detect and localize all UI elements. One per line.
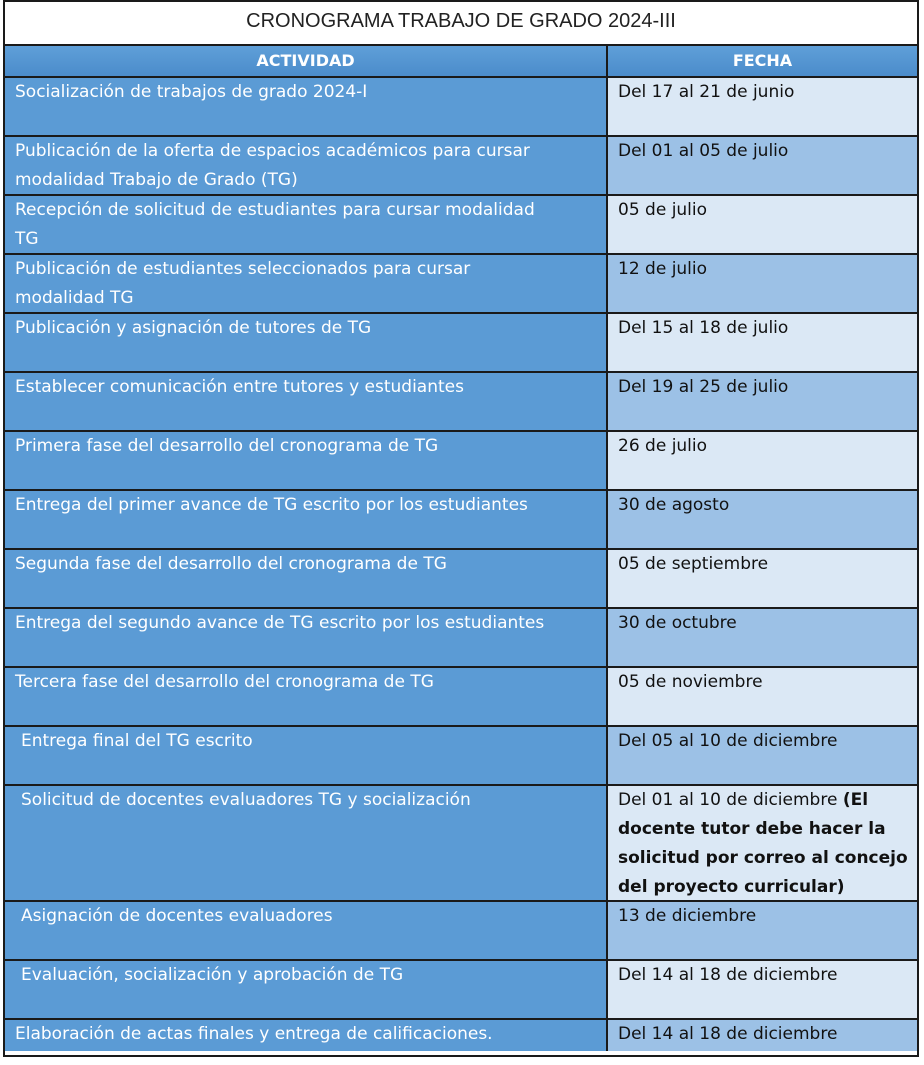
date-cell: 12 de julio <box>608 255 917 312</box>
date-column-header: FECHA <box>608 46 917 76</box>
activity-cell: Publicación de estudiantes seleccionados para cursar modalidad TG <box>5 255 608 312</box>
table-title: CRONOGRAMA TRABAJO DE GRADO 2024-III <box>5 2 917 46</box>
activity-cell: Entrega del primer avance de TG escrito por los estudiantes <box>5 491 608 548</box>
table-row <box>5 373 917 432</box>
activity-cell: Recepción de solicitud de estudiantes para cursar modalidad TG <box>5 196 608 253</box>
table-row <box>5 902 917 961</box>
table-row <box>5 432 917 491</box>
date-cell: Del 14 al 18 de diciembre <box>608 1020 917 1051</box>
date-cell: 26 de julio <box>608 432 917 489</box>
activity-cell: Elaboración de actas finales y entrega de calificaciones. <box>5 1020 608 1051</box>
table-row <box>5 255 917 314</box>
table-row <box>5 196 917 255</box>
activity-cell: Publicación y asignación de tutores de TG <box>5 314 608 371</box>
activity-cell: Publicación de la oferta de espacios académicos para cursar modalidad Trabajo de Grado (TG) <box>5 137 608 194</box>
date-cell: Del 14 al 18 de diciembre <box>608 961 917 1018</box>
activity-column-header: ACTIVIDAD <box>5 46 608 76</box>
activity-cell: Primera fase del desarrollo del cronograma de TG <box>5 432 608 489</box>
table-row <box>5 786 917 902</box>
date-cell: Del 17 al 21 de junio <box>608 78 917 135</box>
activity-cell: Solicitud de docentes evaluadores TG y socialización <box>5 786 608 900</box>
date-note: (El docente tutor debe hacer la solicitud por correo al concejo del proyecto curricular) <box>618 790 908 897</box>
date-cell: 05 de septiembre <box>608 550 917 607</box>
activity-cell: Tercera fase del desarrollo del cronograma de TG <box>5 668 608 725</box>
date-text: Del 01 al 10 de diciembre <box>618 790 838 810</box>
table-row <box>5 137 917 196</box>
date-cell: Del 05 al 10 de diciembre <box>608 727 917 784</box>
date-cell: 05 de noviembre <box>608 668 917 725</box>
date-cell: Del 15 al 18 de julio <box>608 314 917 371</box>
table-row <box>5 609 917 668</box>
date-cell: 13 de diciembre <box>608 902 917 959</box>
activity-cell: Entrega del segundo avance de TG escrito por los estudiantes <box>5 609 608 666</box>
activity-cell: Socialización de trabajos de grado 2024-I <box>5 78 608 135</box>
activity-cell: Segunda fase del desarrollo del cronograma de TG <box>5 550 608 607</box>
activity-cell: Asignación de docentes evaluadores <box>5 902 608 959</box>
schedule-table <box>3 0 919 1057</box>
activity-cell: Evaluación, socialización y aprobación de TG <box>5 961 608 1018</box>
header-row <box>5 46 917 78</box>
table-row <box>5 727 917 786</box>
table-row <box>5 550 917 609</box>
date-cell: 30 de octubre <box>608 609 917 666</box>
table-row <box>5 668 917 727</box>
date-cell: 05 de julio <box>608 196 917 253</box>
date-cell: 30 de agosto <box>608 491 917 548</box>
table-row <box>5 491 917 550</box>
activity-cell: Establecer comunicación entre tutores y estudiantes <box>5 373 608 430</box>
date-cell: Del 01 al 05 de julio <box>608 137 917 194</box>
activity-cell: Entrega final del TG escrito <box>5 727 608 784</box>
table-row <box>5 78 917 137</box>
date-cell <box>608 786 917 900</box>
date-cell: Del 19 al 25 de julio <box>608 373 917 430</box>
table-row <box>5 961 917 1020</box>
table-row <box>5 1020 917 1051</box>
table-row <box>5 314 917 373</box>
